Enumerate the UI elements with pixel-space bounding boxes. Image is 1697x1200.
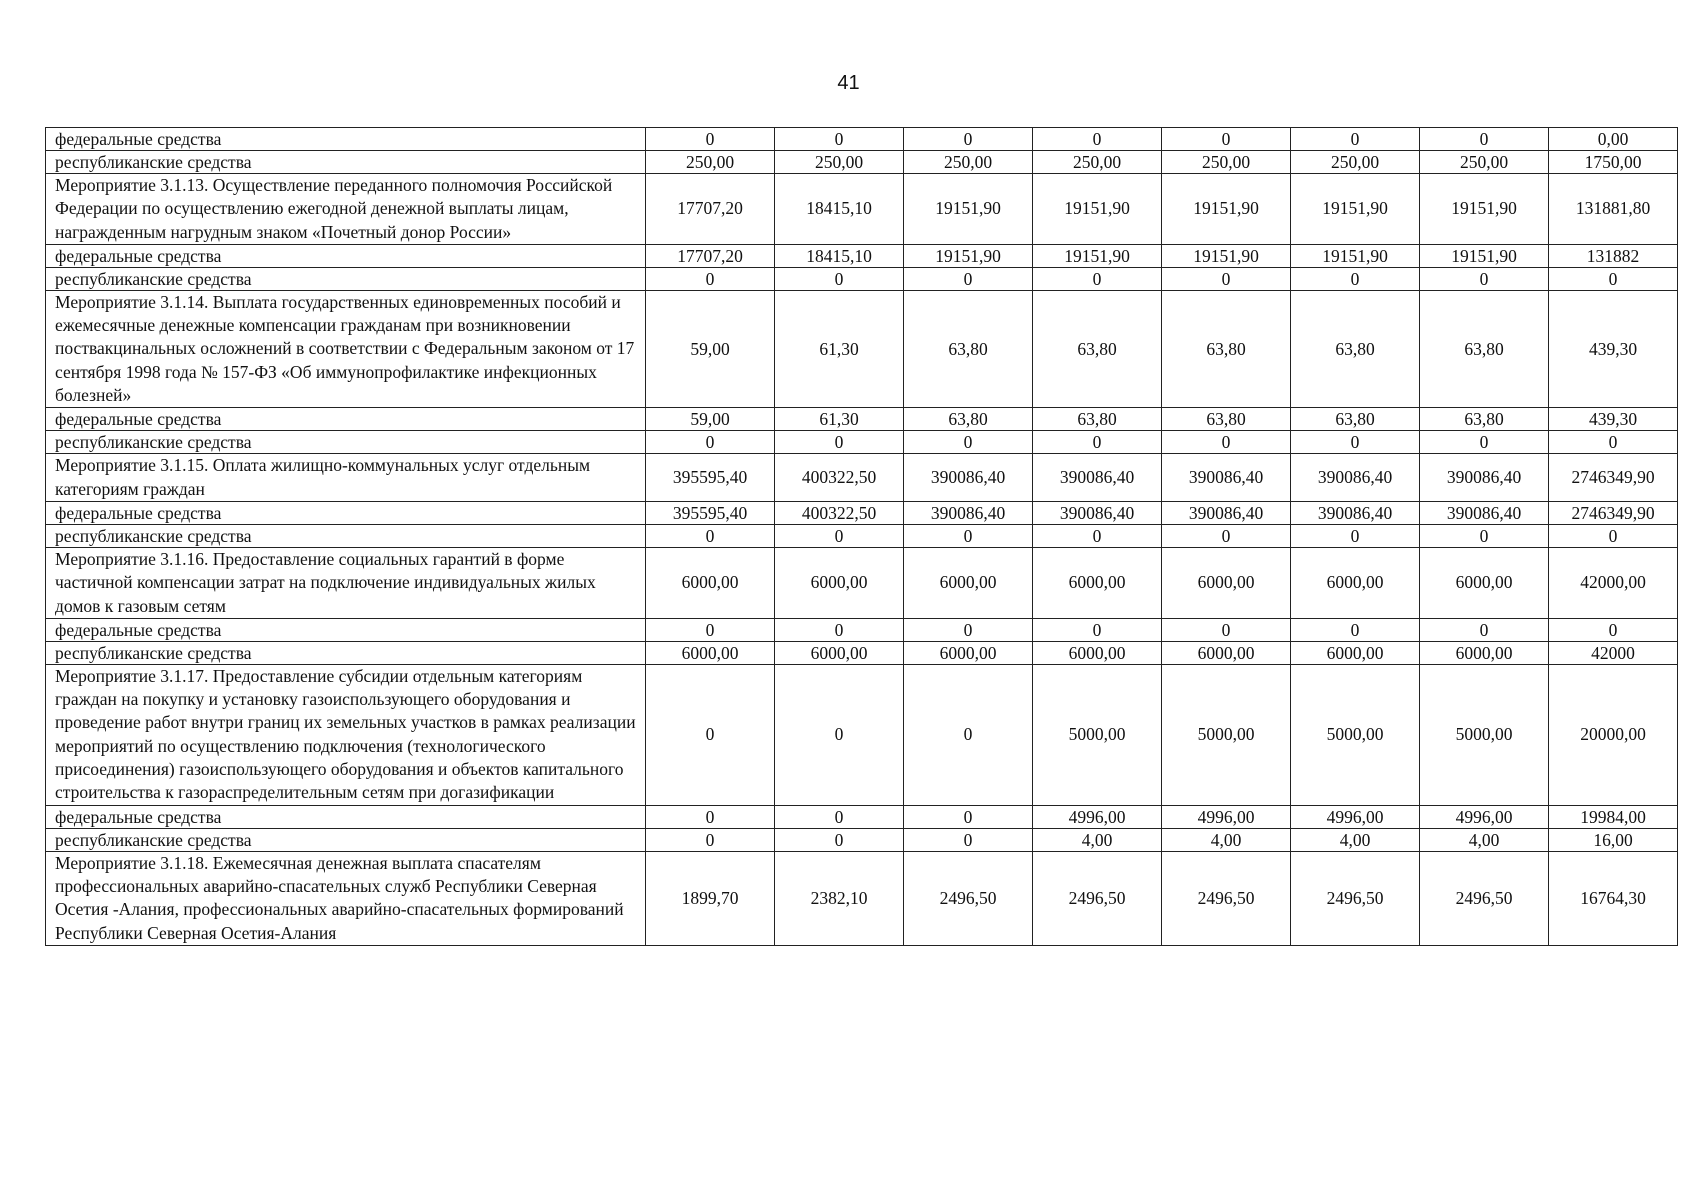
- value-cell: 59,00: [646, 290, 775, 407]
- value-cell: 0: [904, 828, 1033, 851]
- value-cell: 4,00: [1420, 828, 1549, 851]
- total-cell: 16764,30: [1549, 851, 1678, 945]
- value-cell: 0: [646, 828, 775, 851]
- value-cell: 59,00: [646, 408, 775, 431]
- value-cell: 0: [646, 267, 775, 290]
- funding-source-label: республиканские средства: [46, 641, 646, 664]
- value-cell: 63,80: [1291, 290, 1420, 407]
- funding-source-label: федеральные средства: [46, 244, 646, 267]
- value-cell: 6000,00: [1162, 641, 1291, 664]
- value-cell: 19151,90: [1162, 244, 1291, 267]
- table-row: [46, 174, 1678, 245]
- total-cell: 42000,00: [1549, 547, 1678, 618]
- value-cell: 0: [646, 524, 775, 547]
- value-cell: 2496,50: [1420, 851, 1549, 945]
- value-cell: 2496,50: [904, 851, 1033, 945]
- value-cell: 0: [904, 128, 1033, 151]
- table-row: [46, 524, 1678, 547]
- table-row: [46, 128, 1678, 151]
- value-cell: 250,00: [1162, 151, 1291, 174]
- value-cell: 5000,00: [1291, 664, 1420, 805]
- value-cell: 17707,20: [646, 244, 775, 267]
- value-cell: 18415,10: [775, 174, 904, 245]
- value-cell: 390086,40: [1291, 501, 1420, 524]
- value-cell: 5000,00: [1033, 664, 1162, 805]
- total-cell: 131881,80: [1549, 174, 1678, 245]
- total-cell: 0,00: [1549, 128, 1678, 151]
- value-cell: 63,80: [1033, 290, 1162, 407]
- value-cell: 250,00: [775, 151, 904, 174]
- table-body: [46, 128, 1678, 946]
- value-cell: 63,80: [904, 408, 1033, 431]
- table-row: [46, 851, 1678, 945]
- table-row: [46, 408, 1678, 431]
- value-cell: 63,80: [1162, 408, 1291, 431]
- funding-source-label: федеральные средства: [46, 408, 646, 431]
- funding-source-label: федеральные средства: [46, 618, 646, 641]
- value-cell: 400322,50: [775, 501, 904, 524]
- value-cell: 5000,00: [1420, 664, 1549, 805]
- value-cell: 0: [646, 431, 775, 454]
- value-cell: 0: [1420, 267, 1549, 290]
- value-cell: 19151,90: [1033, 174, 1162, 245]
- value-cell: 6000,00: [1033, 547, 1162, 618]
- table-row: [46, 828, 1678, 851]
- funding-source-label: республиканские средства: [46, 524, 646, 547]
- value-cell: 5000,00: [1162, 664, 1291, 805]
- measure-label: Мероприятие 3.1.13. Осуществление переданного полномочия Российской Федерации по осуществлению ежегодной денежной выплаты лицам, награжденным нагрудным знаком «Почетный донор России»: [46, 174, 646, 245]
- total-cell: 20000,00: [1549, 664, 1678, 805]
- funding-source-label: республиканские средства: [46, 828, 646, 851]
- value-cell: 0: [1420, 128, 1549, 151]
- value-cell: 6000,00: [1291, 547, 1420, 618]
- value-cell: 250,00: [904, 151, 1033, 174]
- table-row: [46, 267, 1678, 290]
- value-cell: 250,00: [1033, 151, 1162, 174]
- value-cell: 0: [775, 524, 904, 547]
- funding-source-label: федеральные средства: [46, 128, 646, 151]
- value-cell: 390086,40: [904, 501, 1033, 524]
- value-cell: 395595,40: [646, 501, 775, 524]
- value-cell: 6000,00: [1291, 641, 1420, 664]
- value-cell: 0: [1033, 267, 1162, 290]
- value-cell: 63,80: [1420, 408, 1549, 431]
- value-cell: 17707,20: [646, 174, 775, 245]
- value-cell: 0: [646, 805, 775, 828]
- value-cell: 0: [904, 805, 1033, 828]
- value-cell: 0: [1162, 267, 1291, 290]
- value-cell: 0: [904, 664, 1033, 805]
- value-cell: 19151,90: [1033, 244, 1162, 267]
- measure-label: Мероприятие 3.1.15. Оплата жилищно-коммунальных услуг отдельным категориям граждан: [46, 454, 646, 502]
- value-cell: 0: [646, 128, 775, 151]
- value-cell: 6000,00: [904, 641, 1033, 664]
- value-cell: 0: [1033, 524, 1162, 547]
- value-cell: 390086,40: [1033, 501, 1162, 524]
- table-row: [46, 618, 1678, 641]
- value-cell: 18415,10: [775, 244, 904, 267]
- total-cell: 0: [1549, 618, 1678, 641]
- value-cell: 0: [1291, 431, 1420, 454]
- value-cell: 6000,00: [646, 547, 775, 618]
- value-cell: 6000,00: [1033, 641, 1162, 664]
- value-cell: 63,80: [904, 290, 1033, 407]
- value-cell: 0: [775, 431, 904, 454]
- total-cell: 1750,00: [1549, 151, 1678, 174]
- value-cell: 0: [775, 618, 904, 641]
- total-cell: 0: [1549, 267, 1678, 290]
- table-row: [46, 290, 1678, 407]
- value-cell: 6000,00: [904, 547, 1033, 618]
- value-cell: 390086,40: [1162, 501, 1291, 524]
- value-cell: 0: [1291, 524, 1420, 547]
- funding-source-label: федеральные средства: [46, 501, 646, 524]
- value-cell: 0: [646, 664, 775, 805]
- page-number: 41: [837, 72, 860, 94]
- table-row: [46, 664, 1678, 805]
- value-cell: 2496,50: [1162, 851, 1291, 945]
- total-cell: 42000: [1549, 641, 1678, 664]
- value-cell: 0: [904, 524, 1033, 547]
- funding-source-label: федеральные средства: [46, 805, 646, 828]
- value-cell: 19151,90: [1420, 174, 1549, 245]
- value-cell: 19151,90: [1291, 174, 1420, 245]
- value-cell: 4,00: [1033, 828, 1162, 851]
- value-cell: 0: [1420, 618, 1549, 641]
- value-cell: 0: [1033, 431, 1162, 454]
- total-cell: 439,30: [1549, 290, 1678, 407]
- value-cell: 61,30: [775, 408, 904, 431]
- value-cell: 63,80: [1162, 290, 1291, 407]
- budget-table: [45, 127, 1678, 946]
- table-row: [46, 805, 1678, 828]
- value-cell: 4996,00: [1033, 805, 1162, 828]
- measure-label: Мероприятие 3.1.16. Предоставление социальных гарантий в форме частичной компенсации затрат на подключение индивидуальных жилых домов к газовым сетям: [46, 547, 646, 618]
- value-cell: 250,00: [1291, 151, 1420, 174]
- value-cell: 0: [1162, 128, 1291, 151]
- value-cell: 63,80: [1033, 408, 1162, 431]
- total-cell: 2746349,90: [1549, 454, 1678, 502]
- total-cell: 131882: [1549, 244, 1678, 267]
- funding-source-label: республиканские средства: [46, 151, 646, 174]
- table-row: [46, 501, 1678, 524]
- value-cell: 1899,70: [646, 851, 775, 945]
- value-cell: 4996,00: [1291, 805, 1420, 828]
- value-cell: 6000,00: [1420, 547, 1549, 618]
- table-row: [46, 431, 1678, 454]
- value-cell: 6000,00: [1162, 547, 1291, 618]
- value-cell: 0: [775, 828, 904, 851]
- value-cell: 0: [1291, 618, 1420, 641]
- value-cell: 0: [1162, 524, 1291, 547]
- value-cell: 0: [1420, 524, 1549, 547]
- total-cell: 2746349,90: [1549, 501, 1678, 524]
- value-cell: 2382,10: [775, 851, 904, 945]
- table-row: [46, 641, 1678, 664]
- value-cell: 390086,40: [1420, 454, 1549, 502]
- value-cell: 390086,40: [1162, 454, 1291, 502]
- value-cell: 63,80: [1420, 290, 1549, 407]
- value-cell: 0: [904, 267, 1033, 290]
- value-cell: 0: [904, 618, 1033, 641]
- measure-label: Мероприятие 3.1.14. Выплата государственных единовременных пособий и ежемесячные денежные компенсации гражданам при возникновении поствакцинальных осложнений в соответствии с Федеральным законом от 17 сентября 1998 года № 157-ФЗ «Об иммунопрофилактике инфекционных болезней»: [46, 290, 646, 407]
- value-cell: 0: [904, 431, 1033, 454]
- value-cell: 19151,90: [1291, 244, 1420, 267]
- value-cell: 0: [775, 128, 904, 151]
- value-cell: 6000,00: [775, 641, 904, 664]
- value-cell: 19151,90: [904, 244, 1033, 267]
- table-row: [46, 547, 1678, 618]
- value-cell: 61,30: [775, 290, 904, 407]
- value-cell: 390086,40: [1291, 454, 1420, 502]
- value-cell: 0: [646, 618, 775, 641]
- value-cell: 0: [1033, 618, 1162, 641]
- total-cell: 19984,00: [1549, 805, 1678, 828]
- total-cell: 16,00: [1549, 828, 1678, 851]
- value-cell: 0: [775, 267, 904, 290]
- value-cell: 6000,00: [646, 641, 775, 664]
- value-cell: 390086,40: [1420, 501, 1549, 524]
- value-cell: 250,00: [646, 151, 775, 174]
- measure-label: Мероприятие 3.1.17. Предоставление субсидии отдельным категориям граждан на покупку и установку газоиспользующего оборудования и проведение работ внутри границ их земельных участков в рамках реализации мероприятий по осуществлению подключения (технологического присоединения) газоиспользующего оборудования и объектов капитального строительства к газораспределительным сетям при догазификации: [46, 664, 646, 805]
- value-cell: 0: [1291, 128, 1420, 151]
- value-cell: 19151,90: [1162, 174, 1291, 245]
- value-cell: 250,00: [1420, 151, 1549, 174]
- value-cell: 2496,50: [1291, 851, 1420, 945]
- value-cell: 4,00: [1162, 828, 1291, 851]
- value-cell: 2496,50: [1033, 851, 1162, 945]
- value-cell: 0: [775, 805, 904, 828]
- value-cell: 0: [775, 664, 904, 805]
- total-cell: 0: [1549, 431, 1678, 454]
- value-cell: 4,00: [1291, 828, 1420, 851]
- table-row: [46, 244, 1678, 267]
- value-cell: 395595,40: [646, 454, 775, 502]
- value-cell: 0: [1420, 431, 1549, 454]
- value-cell: 4996,00: [1420, 805, 1549, 828]
- value-cell: 19151,90: [904, 174, 1033, 245]
- value-cell: 6000,00: [1420, 641, 1549, 664]
- value-cell: 6000,00: [775, 547, 904, 618]
- value-cell: 63,80: [1291, 408, 1420, 431]
- value-cell: 390086,40: [904, 454, 1033, 502]
- value-cell: 0: [1162, 431, 1291, 454]
- value-cell: 19151,90: [1420, 244, 1549, 267]
- table-row: [46, 454, 1678, 502]
- value-cell: 0: [1033, 128, 1162, 151]
- value-cell: 4996,00: [1162, 805, 1291, 828]
- value-cell: 400322,50: [775, 454, 904, 502]
- measure-label: Мероприятие 3.1.18. Ежемесячная денежная выплата спасателям профессиональных аварийно-спасательных служб Республики Северная Осетия -Алания, профессиональных аварийно-спасательных формирований Республики Северная Осетия-Алания: [46, 851, 646, 945]
- total-cell: 439,30: [1549, 408, 1678, 431]
- value-cell: 390086,40: [1033, 454, 1162, 502]
- value-cell: 0: [1291, 267, 1420, 290]
- funding-source-label: республиканские средства: [46, 267, 646, 290]
- total-cell: 0: [1549, 524, 1678, 547]
- funding-source-label: республиканские средства: [46, 431, 646, 454]
- value-cell: 0: [1162, 618, 1291, 641]
- table-row: [46, 151, 1678, 174]
